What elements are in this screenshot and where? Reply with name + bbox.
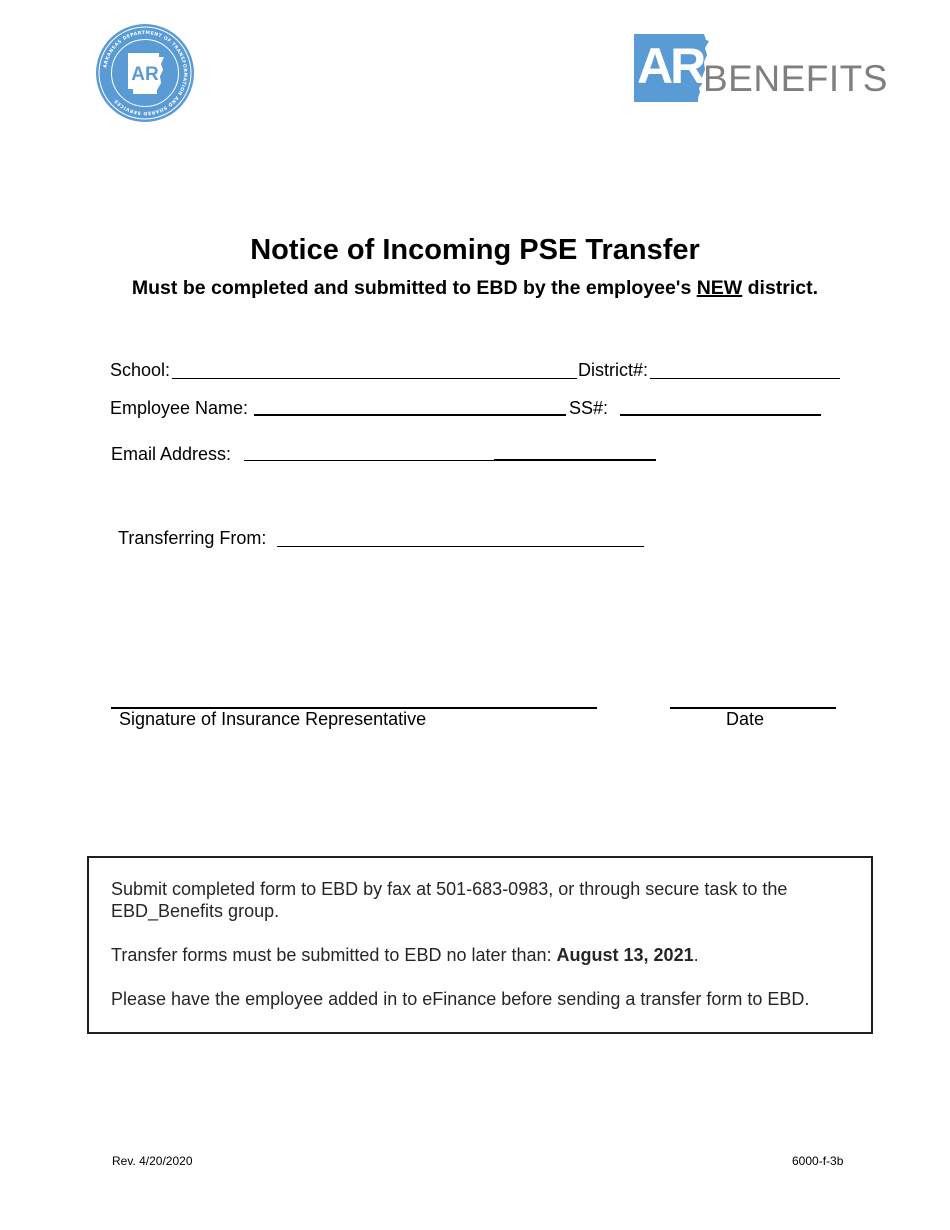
- subtitle-text-after: district.: [742, 277, 819, 299]
- employee-name-input-line[interactable]: [254, 414, 566, 416]
- district-label: District#:: [578, 360, 649, 380]
- deadline-suffix: .: [693, 945, 699, 965]
- logo-ar-mark: AR: [637, 38, 704, 94]
- email-address-input-line[interactable]: [244, 460, 494, 461]
- subtitle-text-before: Must be completed and submitted to EBD by the employee's: [131, 277, 697, 299]
- ss-number-input-line[interactable]: [620, 414, 821, 416]
- logo-benefits-wordmark: BENEFITS: [703, 58, 888, 99]
- district-input-line[interactable]: [650, 378, 840, 379]
- school-input-line[interactable]: [172, 378, 577, 379]
- page-title: Notice of Incoming PSE Transfer: [250, 234, 700, 266]
- revision-date: Rev. 4/20/2020: [112, 1154, 193, 1168]
- date-label: Date: [726, 709, 765, 729]
- deadline-prefix: Transfer forms must be submitted to EBD no later than:: [111, 945, 557, 965]
- deadline-text: [111, 944, 851, 966]
- transferring-from-input-line[interactable]: [277, 546, 644, 547]
- submission-instructions-box: [87, 856, 873, 1034]
- agency-seal-logo: [95, 23, 195, 123]
- seal-monogram: AR: [131, 64, 159, 85]
- school-label: School:: [110, 360, 171, 380]
- employee-name-label: Employee Name:: [110, 398, 249, 418]
- email-address-label: Email Address:: [111, 444, 232, 464]
- page-subtitle: [0, 275, 950, 301]
- deadline-date: August 13, 2021: [556, 945, 694, 965]
- seal-arc-text: ARKANSAS DEPARTMENT OF TRANSFORMATION AND SHARED SERVICES: [103, 30, 188, 116]
- efinance-instructions-text: Please have the employee added in to eFinance before sending a transfer form to EBD.: [111, 989, 810, 1009]
- signature-label: Signature of Insurance Representative: [119, 709, 427, 729]
- subtitle-emphasis: NEW: [696, 277, 743, 299]
- transferring-from-label: Transferring From:: [118, 528, 267, 548]
- fax-instructions-text: Submit completed form to EBD by fax at 501-683-0983, or through secure task to the EBD_Benefits group.: [111, 879, 788, 921]
- email-address-input-line-extension: [494, 459, 656, 461]
- ss-number-label: SS#:: [569, 398, 609, 418]
- form-number: 6000-f-3b: [792, 1154, 844, 1168]
